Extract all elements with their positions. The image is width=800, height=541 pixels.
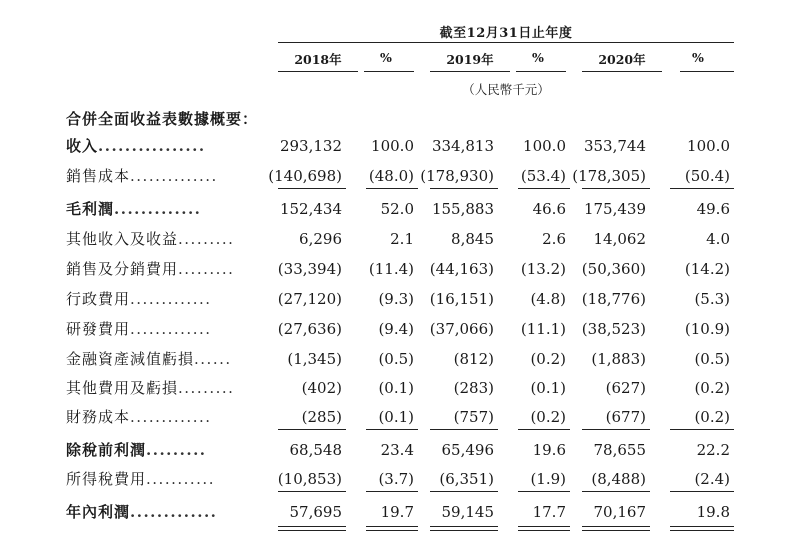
row-label xyxy=(66,199,266,219)
row-value: (37,066) xyxy=(429,320,494,338)
subtotal-rule xyxy=(430,188,498,189)
row-value: 2.6 xyxy=(542,230,566,248)
row-label-text: 所得稅費用 xyxy=(66,470,147,488)
row-value: 52.0 xyxy=(380,200,414,218)
row-value: (0.1) xyxy=(530,379,566,397)
subtotal-rule xyxy=(518,188,570,189)
row-label-text: 研發費用 xyxy=(66,320,131,338)
row-label xyxy=(66,502,266,522)
table-row xyxy=(0,407,800,429)
leader-dots: ........... xyxy=(146,470,215,488)
row-value: (16,151) xyxy=(429,290,494,308)
row-value: 293,132 xyxy=(279,137,342,155)
subtotal-rule xyxy=(278,188,346,189)
row-value: (6,351) xyxy=(439,470,494,488)
table-row xyxy=(0,136,800,158)
col-header-pct-2018: % xyxy=(380,50,392,65)
leader-dots: ................ xyxy=(98,137,206,155)
subtotal-rule xyxy=(518,491,570,492)
row-value: (10,853) xyxy=(277,470,342,488)
table-row xyxy=(0,199,800,221)
row-label-text: 金融資產減值虧損 xyxy=(66,350,195,368)
row-value: 152,434 xyxy=(279,200,342,218)
total-double-rule xyxy=(366,526,418,531)
row-value: 23.4 xyxy=(380,441,414,459)
table-row xyxy=(0,229,800,251)
leader-dots: ......... xyxy=(178,230,235,248)
row-value: (33,394) xyxy=(277,260,342,278)
row-value: 19.7 xyxy=(380,503,414,521)
row-value: 100.0 xyxy=(371,137,414,155)
subtotal-rule xyxy=(278,429,346,430)
row-value: (0.2) xyxy=(694,379,730,397)
row-value: 353,744 xyxy=(583,137,646,155)
total-double-rule xyxy=(670,526,734,531)
leader-dots: ............. xyxy=(130,408,212,426)
row-value: (27,120) xyxy=(277,290,342,308)
section-title: 合併全面收益表數據概要： xyxy=(66,110,259,128)
table-row xyxy=(0,469,800,491)
row-value: 19.8 xyxy=(696,503,730,521)
row-value: (14.2) xyxy=(684,260,730,278)
leader-dots: ......... xyxy=(178,379,235,397)
row-value: (1,883) xyxy=(591,350,646,368)
subtotal-rule xyxy=(366,491,418,492)
row-value: (140,698) xyxy=(268,167,342,185)
table-row xyxy=(0,502,800,524)
row-value: (13.2) xyxy=(520,260,566,278)
row-label xyxy=(66,136,266,156)
row-value: 155,883 xyxy=(431,200,494,218)
row-label-text: 收入 xyxy=(66,137,99,155)
col-underline-pct-2019 xyxy=(516,71,566,72)
leader-dots: ...... xyxy=(194,350,232,368)
row-label xyxy=(66,378,266,398)
row-value: 46.6 xyxy=(532,200,566,218)
leader-dots: ......... xyxy=(146,441,207,459)
subtotal-rule xyxy=(518,429,570,430)
row-value: (0.2) xyxy=(694,408,730,426)
row-value: (0.2) xyxy=(530,350,566,368)
total-double-rule xyxy=(582,526,650,531)
col-header-2019: 2019年 xyxy=(446,52,494,67)
row-value: 2.1 xyxy=(390,230,414,248)
row-label xyxy=(66,166,266,186)
col-underline-2019 xyxy=(430,71,510,72)
row-value: 175,439 xyxy=(583,200,646,218)
row-label xyxy=(66,259,266,279)
row-label-text: 年內利潤 xyxy=(66,503,131,521)
row-label-text: 銷售及分銷費用 xyxy=(66,260,179,278)
row-value: 78,655 xyxy=(593,441,646,459)
leader-dots: ............. xyxy=(130,290,212,308)
subtotal-rule xyxy=(670,188,734,189)
row-label-text: 行政費用 xyxy=(66,290,131,308)
table-row xyxy=(0,349,800,371)
row-label-text: 其他費用及虧損 xyxy=(66,379,179,397)
row-value: (0.1) xyxy=(378,408,414,426)
leader-dots: ......... xyxy=(178,260,235,278)
unit-note: （人民幣千元） xyxy=(462,82,550,97)
row-value: (677) xyxy=(605,408,646,426)
row-value: 70,167 xyxy=(593,503,646,521)
row-value: (50,360) xyxy=(581,260,646,278)
row-value: 8,845 xyxy=(451,230,494,248)
row-value: (1.9) xyxy=(530,470,566,488)
total-double-rule xyxy=(430,526,498,531)
row-label-text: 銷售成本 xyxy=(66,167,131,185)
table-row xyxy=(0,319,800,341)
col-header-pct-2020: % xyxy=(692,50,704,65)
row-value: (4.8) xyxy=(530,290,566,308)
row-value: 65,496 xyxy=(441,441,494,459)
row-value: (1,345) xyxy=(287,350,342,368)
col-underline-2020 xyxy=(582,71,662,72)
row-value: (285) xyxy=(301,408,342,426)
total-double-rule xyxy=(518,526,570,531)
row-label-text: 其他收入及收益 xyxy=(66,230,179,248)
subtotal-rule xyxy=(670,429,734,430)
row-value: 59,145 xyxy=(441,503,494,521)
table-row xyxy=(0,259,800,281)
row-value: (10.9) xyxy=(684,320,730,338)
row-label xyxy=(66,407,266,427)
row-value: 57,695 xyxy=(289,503,342,521)
subtotal-rule xyxy=(366,188,418,189)
leader-dots: ............. xyxy=(130,320,212,338)
table-row xyxy=(0,166,800,188)
row-value: (402) xyxy=(301,379,342,397)
period-underline xyxy=(278,42,734,43)
subtotal-rule xyxy=(582,491,650,492)
row-value: (283) xyxy=(453,379,494,397)
col-underline-pct-2020 xyxy=(680,71,734,72)
row-label xyxy=(66,289,266,309)
col-header-2018: 2018年 xyxy=(294,52,342,67)
leader-dots: .............. xyxy=(130,167,218,185)
subtotal-rule xyxy=(366,429,418,430)
row-label xyxy=(66,349,266,369)
row-value: 100.0 xyxy=(687,137,730,155)
row-value: 14,062 xyxy=(593,230,646,248)
row-value: (48.0) xyxy=(368,167,414,185)
row-label-text: 除稅前利潤 xyxy=(66,441,147,459)
row-value: (44,163) xyxy=(429,260,494,278)
row-value: (18,776) xyxy=(581,290,646,308)
row-value: 49.6 xyxy=(696,200,730,218)
row-label-text: 毛利潤 xyxy=(66,200,115,218)
row-label xyxy=(66,229,266,249)
row-value: 68,548 xyxy=(289,441,342,459)
table-row xyxy=(0,378,800,400)
row-value: 6,296 xyxy=(299,230,342,248)
col-underline-pct-2018 xyxy=(364,71,414,72)
row-value: (9.3) xyxy=(378,290,414,308)
row-value: (178,930) xyxy=(420,167,494,185)
row-value: 334,813 xyxy=(431,137,494,155)
row-value: (0.5) xyxy=(694,350,730,368)
table-row xyxy=(0,440,800,462)
row-label xyxy=(66,469,266,489)
row-value: 4.0 xyxy=(706,230,730,248)
row-value: (9.4) xyxy=(378,320,414,338)
row-label xyxy=(66,319,266,339)
subtotal-rule xyxy=(582,188,650,189)
leader-dots: ............. xyxy=(114,200,202,218)
period-heading: 截至12月31日止年度 xyxy=(439,26,573,41)
table-row xyxy=(0,289,800,311)
row-value: (27,636) xyxy=(277,320,342,338)
row-value: (627) xyxy=(605,379,646,397)
row-value: (0.2) xyxy=(530,408,566,426)
row-value: 100.0 xyxy=(523,137,566,155)
row-value: 17.7 xyxy=(532,503,566,521)
row-value: (53.4) xyxy=(520,167,566,185)
row-value: (812) xyxy=(453,350,494,368)
row-value: 19.6 xyxy=(532,441,566,459)
col-header-2020: 2020年 xyxy=(598,52,646,67)
row-label-text: 財務成本 xyxy=(66,408,131,426)
row-value: 22.2 xyxy=(696,441,730,459)
subtotal-rule xyxy=(670,491,734,492)
subtotal-rule xyxy=(278,491,346,492)
row-value: (50.4) xyxy=(684,167,730,185)
col-underline-2018 xyxy=(278,71,358,72)
row-label xyxy=(66,440,266,460)
total-double-rule xyxy=(278,526,346,531)
subtotal-rule xyxy=(430,491,498,492)
row-value: (11.1) xyxy=(520,320,566,338)
row-value: (0.5) xyxy=(378,350,414,368)
row-value: (11.4) xyxy=(368,260,414,278)
col-header-pct-2019: % xyxy=(532,50,544,65)
row-value: (178,305) xyxy=(572,167,646,185)
leader-dots: ............. xyxy=(130,503,218,521)
row-value: (0.1) xyxy=(378,379,414,397)
row-value: (8,488) xyxy=(591,470,646,488)
row-value: (3.7) xyxy=(378,470,414,488)
subtotal-rule xyxy=(582,429,650,430)
row-value: (38,523) xyxy=(581,320,646,338)
row-value: (757) xyxy=(453,408,494,426)
row-value: (5.3) xyxy=(694,290,730,308)
subtotal-rule xyxy=(430,429,498,430)
row-value: (2.4) xyxy=(694,470,730,488)
